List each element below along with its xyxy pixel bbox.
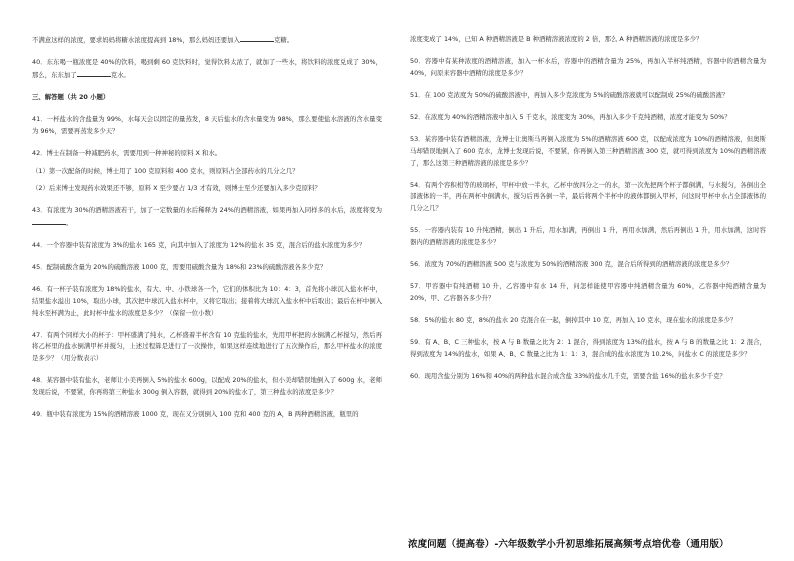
question-49-continued: 浓度变成了 14%，已知 A 种酒精溶液是 B 种酒精溶液浓度的 2 倍，那么 A 种酒精溶液的浓度是多少？ (410, 35, 703, 43)
question-42-part-2: （2）后来博士发现药水效果还不够，原料 X 至少要占 1/3 才有效，则博士至少还要加入多少克原料？ (32, 184, 321, 193)
question-56: 56．浓度为 70%的酒精溶液 500 克与浓度为 50%的酒精溶液 300 克，混合后所得到的酒精溶液的浓度是多少？ (410, 259, 733, 268)
question-50: 50．容器中有某种浓度的酒精溶液，加入一杯水后，容器中的酒精含量为 25%，再加入半杯纯酒精，容器中的酒精含量为 40%，问原来容器中酒精的浓度是多少？ (410, 57, 766, 77)
text: 不满意这样的浓度，要求妈妈将糖水浓度提高到 18%，那么妈妈还要加入 (32, 36, 240, 44)
answer-blank (240, 34, 274, 42)
answer-blank (32, 217, 66, 225)
question-51: 51．在 100 克浓度为 50%的硫酸溶液中，再加入多少克浓度为 5%的硫酸溶液就可以配制成 25%的硫酸溶液？ (410, 90, 729, 99)
question-60: 60．现用含盐分别为 16%和 40%的两种盐水混合成含盐 33%的盐水几千克，需要含盐 16%的盐水多少千克？ (410, 371, 726, 380)
left-column (32, 34, 382, 431)
question-48: 48．某容器中装有盐水，老师让小美再倒入 5%的盐水 600g，以配成 20%的盐水，但小美却错误地倒入了 600g 水，老师发现后说，不要紧，你再将第三种盐水 300g 倒入容器，就得到 20%的盐水了，第三种盐水的浓度是多少？ (32, 376, 382, 396)
question-55: 55．一容器内装有 10 升纯酒精，倒出 1 升后，用水加满，再倒出 1 升，再用水加满，然后再倒出 1 升，用水加满，这时容器内的酒精溶液的浓度是多少？ (410, 226, 766, 246)
question-53: 53．某容器中装有酒精溶液，龙博士让奥斯马再倒入浓度为 5%的酒精溶液 600 克，以配成浓度为 10%的酒精溶液，但奥斯马却错误地倒入了 600 克水，龙博士发现后说，不要紧，你再倒入第三种酒精溶液 300 克，就可得到浓度为 10%的酒精溶液了，那么这第三种酒精溶液的浓度是多少？ (410, 135, 766, 167)
question-57: 57．甲容器中有纯酒精 10 升，乙容器中有水 14 升，问怎样能使甲容器中纯酒精含量为 60%，乙容器中纯酒精含量为 20%，甲、乙容器各多少升？ (410, 282, 766, 302)
question-42-part-1: （1）第一次配备的时候，博士用了 100 克原料和 400 克水，则原料占全部药水的几分之几？ (32, 166, 299, 175)
text: 。 (66, 218, 73, 227)
worksheet-title: 浓度问题（提高卷）-六年级数学小升初思维拓展高频考点培优卷（通用版） (408, 539, 729, 550)
question-39-continued (32, 34, 382, 47)
answer-blank (77, 69, 111, 77)
question-47: 47．有两个同样大小的杯子：甲杯盛满了纯水，乙杯盛着半杯含有 10 克盐的盐水，先用甲杯把的水倒满乙杯搅匀，然后再将乙杯里的盐水倒满甲杯并搅匀，上述过程算是进行了一次操作，如果这样连续地进行了五次操作后，那么甲杯盐水的浓度是多少？（用分数表示） (32, 330, 382, 363)
text: 克糖。 (273, 36, 294, 44)
question-41: 41．一杯盐水的含盐量为 99%，水每天会以固定的量蒸发，8 天后盐水的含水量变为 98%，那么要使盐水溶液的含水量变为 96%，需要再蒸发多少天？ (32, 115, 382, 135)
text: 43．有浓度为 30%的酒精溶液若干，加了一定数量的水后稀释为 24%的酒精溶液，如果再加入同样多的水后，浓度将变为 (32, 206, 382, 215)
text: 克水。 (110, 70, 130, 79)
question-40 (32, 57, 382, 81)
question-45: 45．配制硫酸含量为 20%的硫酸溶液 1000 克，需要用硫酸含量为 18%和 23%的硫酸溶液各多少克？ (32, 263, 327, 272)
question-54: 54．有两个容积相等的玻璃杯，甲杯中放一半水，乙杯中放四分之一的水，第一次先把两个杯子都倒满，与水搅匀，各倒出全部液体的一半，再在两杯中倒满水，搅匀后再各倒一半，最后将两个半杯中的液体都倒入甲杯，问这时甲杯中水占全部液体的几分之几？ (410, 180, 766, 212)
question-59: 59．有 A、B、C 三种盐水，按 A 与 B 数量之比为 2：1 混合，得到浓度为 13%的盐水，按 A 与 B 的数量之比 1：2 混合，得到浓度为 14%的盐水，如果 A、B、C 数量之比为 1：1：3，混合成的盐水浓度为 10.2%，问盐水 C 的浓度是多少？ (410, 338, 766, 358)
question-58: 58．5%的盐水 80 克，8%的盐水 20 克混合在一起，倒掉其中 10 克，再加入 10 克水，现在盐水的浓度是多少？ (410, 315, 737, 324)
question-52: 52．在浓度为 40%的酒精溶液中加入 5 千克水，浓度变为 30%，再加入多少千克纯酒精，浓度才能变为 50%？ (410, 113, 731, 122)
question-42: 42．博士在制备一种减肥药水，需要用到一种神秘的原料 X 和水。 (32, 148, 222, 157)
question-49: 49．瓶中装有浓度为 15%的酒精溶液 1000 克，现在又分别倒入 100 克和 400 克的 A，B 两种酒精溶液，瓶里的 (32, 410, 359, 418)
question-43 (32, 205, 382, 229)
text: 40．东东喝一瓶浓度是 40%的饮料，喝到剩 60 克饮料时，觉得饮料太浓了，就加了一些水，将饮料的浓度兑成了 30%，那么，东东加了 (32, 58, 382, 79)
right-column (410, 34, 766, 393)
section-heading: 三、解答题（共 20 小题） (32, 92, 110, 101)
question-44: 44．一个容器中装有浓度为 3%的盐水 165 克，向其中加入了浓度为 12%的盐水 35 克，混合后的盐水浓度为多少？ (32, 241, 366, 250)
question-46: 46．有一杯子装有浓度为 18%的盐水，有大、中、小铁球各一个，它们的体积比为 10：4：3，首先将小球沉入盐水杯中，结果盐水溢出 10%，取出小球，其次把中球沉入盐水杯中，又将它取出；接着将大球沉入盐水杯中后取出；最后在杯中倒入纯水至杯满为止，此时杯中盐水的浓度是多少？（保留一位小数） (32, 285, 382, 317)
